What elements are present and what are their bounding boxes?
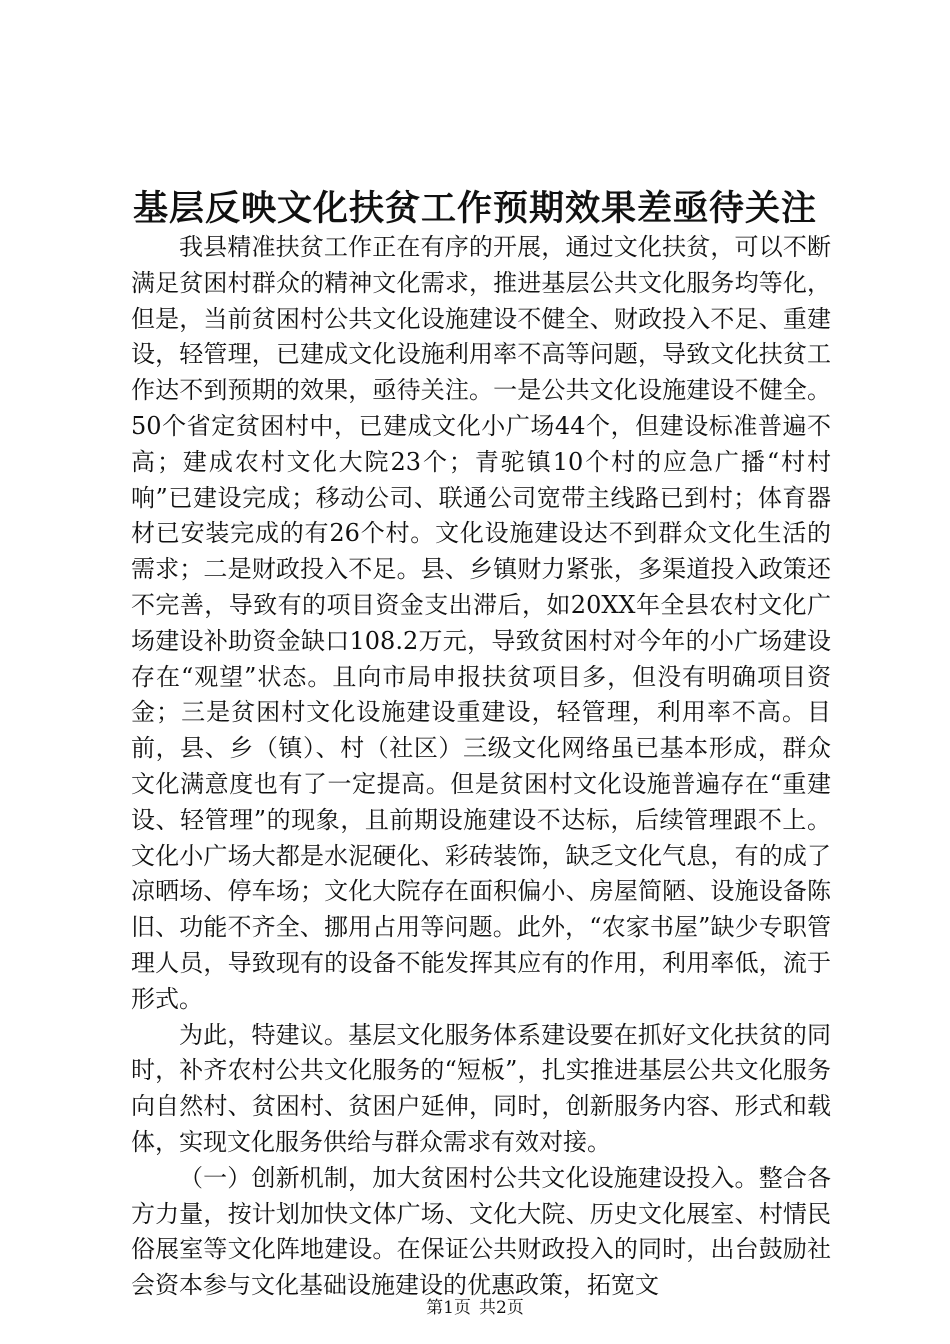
body-paragraph-2: 为此，特建议。基层文化服务体系建设要在抓好文化扶贫的同时，补齐农村公共文化服务的“短板”，扎实推进基层公共文化服务向自然村、贫困村、贫困户延伸，同时，创新服务内容、形式和载体，实现文化服务供给与群众需求有效对接。 [131, 1020, 831, 1156]
document-title: 基层反映文化扶贫工作预期效果差亟待关注 [132, 188, 817, 229]
page-number: 第1页 [426, 1298, 471, 1318]
body-paragraph-3: （一）创新机制，加大贫困村公共文化设施建设投入。整合各方力量，按计划加快文体广场、文化大院、历史文化展室、村情民俗展室等文化阵地建设。在保证公共财政投入的同时，出台鼓励社会资本参与文化基础设施建设的优惠政策，拓宽文 [131, 1163, 831, 1300]
page-footer [0, 1297, 950, 1319]
body-paragraph-1: 我县精准扶贫工作正在有序的开展，通过文化扶贫，可以不断满足贫困村群众的精神文化需求，推进基层公共文化服务均等化，但是，当前贫困村公共文化设施建设不健全、财政投入不足、重建设，轻管理，已建成文化设施利用率不高等问题，导致文化扶贫工作达不到预期的效果，亟待关注。一是公共文化设施建设不健全。50个省定贫困村中，已建成文化小广场44个，但建设标准普遍不高；建成农村文化大院23个；青驼镇10个村的应急广播“村村响”已建设完成；移动公司、联通公司宽带主线路已到村；体育器材已安装完成的有26个村。文化设施建设达不到群众文化生活的需求；二是财政投入不足。县、乡镇财力紧张，多渠道投入政策还不完善，导致有的项目资金支出滞后，如20XX年全县农村文化广场建设补助资金缺口108.2万元，导致贫困村对今年的小广场建设存在“观望”状态。且向市局申报扶贫项目多，但没有明确项目资金；三是贫困村文化设施建设重建设，轻管理，利用率不高。目前，县、乡（镇）、村（社区）三级文化网络虽已基本形成，群众文化满意度也有了一定提高。但是贫困村文化设施普遍存在“重建设、轻管理”的现象，且前期设施建设不达标，后续管理跟不上。文化小广场大都是水泥硬化、彩砖装饰，缺乏文化气息，有的成了凉晒场、停车场；文化大院存在面积偏小、房屋简陋、设施设备陈旧、功能不齐全、挪用占用等问题。此外，“农家书屋”缺少专职管理人员，导致现有的设备不能发挥其应有的作用，利用率低，流于形式。 [131, 233, 831, 1013]
document-body [131, 230, 831, 1304]
page-total: 共2页 [479, 1298, 524, 1318]
